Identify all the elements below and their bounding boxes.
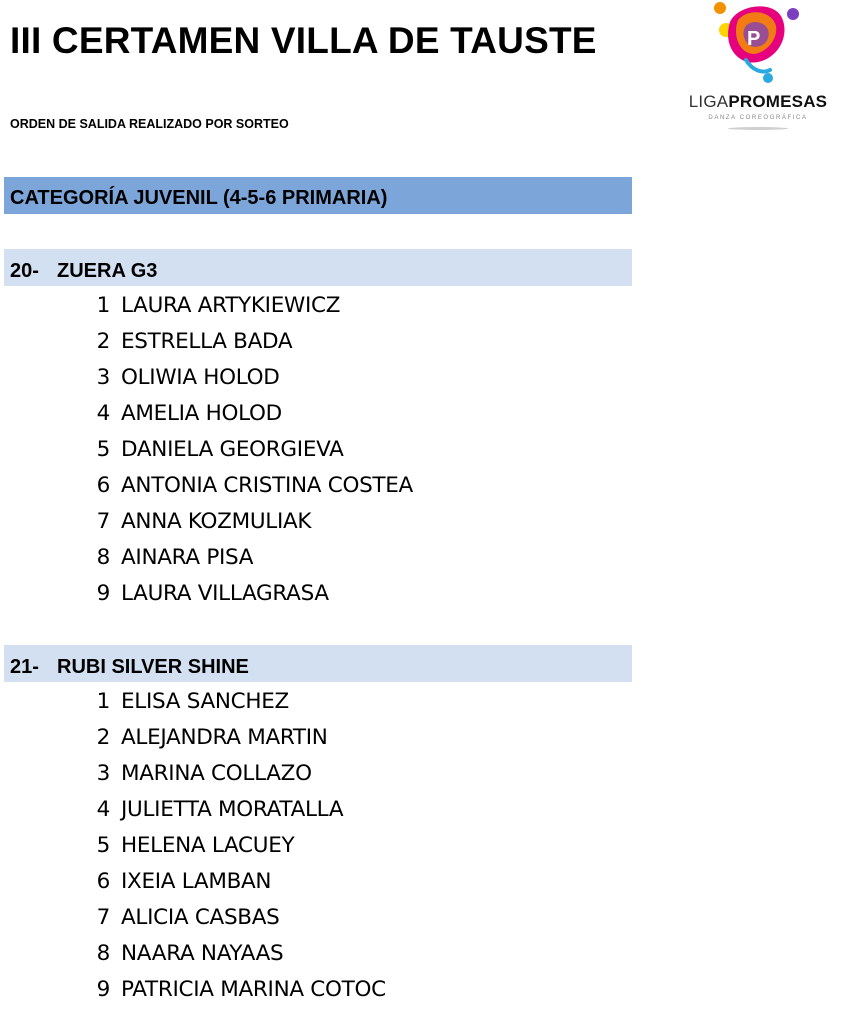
order-number: 7	[96, 905, 110, 930]
logo-text-bold: PROMESAS	[728, 92, 828, 111]
logo-underline	[728, 127, 788, 130]
participant-name: ALEJANDRA MARTIN	[121, 725, 328, 750]
order-number: 7	[96, 509, 110, 534]
liga-promesas-logo	[684, 0, 832, 135]
participant-name: ELISA SANCHEZ	[121, 689, 289, 714]
order-number: 1	[96, 293, 110, 318]
participant-name: HELENA LACUEY	[121, 833, 295, 858]
participant-name: ANNA KOZMULIAK	[121, 509, 312, 534]
participant-name: LAURA VILLAGRASA	[121, 581, 329, 606]
logo-wordmark	[684, 92, 832, 112]
order-number: 3	[96, 365, 110, 390]
participant-name: ESTRELLA BADA	[121, 329, 293, 354]
participant-name: NAARA NAYAAS	[121, 941, 284, 966]
order-number: 9	[96, 581, 110, 606]
participant-name: ANTONIA CRISTINA COSTEA	[121, 473, 413, 498]
participant-name: AINARA PISA	[121, 545, 254, 570]
participant-name: OLIWIA HOLOD	[121, 365, 280, 390]
order-number: 6	[96, 473, 110, 498]
order-number: 5	[96, 437, 110, 462]
participant-name: PATRICIA MARINA COTOC	[121, 977, 386, 1002]
participant-name: LAURA ARTYKIEWICZ	[121, 293, 341, 318]
category-header: CATEGORÍA JUVENIL (4-5-6 PRIMARIA)	[4, 177, 632, 214]
order-number: 2	[96, 329, 110, 354]
logo-letter: P	[747, 28, 761, 50]
logo-tagline: DANZA COREOGRÁFICA	[708, 115, 808, 121]
participant-name: MARINA COLLAZO	[121, 761, 312, 786]
group-header	[4, 645, 632, 682]
group-name: RUBI SILVER SHINE	[57, 656, 249, 678]
participant-name: IXEIA LAMBAN	[121, 869, 272, 894]
group-name: ZUERA G3	[57, 260, 158, 282]
order-number: 9	[96, 977, 110, 1002]
logo-emblem-icon	[708, 0, 808, 86]
order-number: 8	[96, 545, 110, 570]
participant-name: DANIELA GEORGIEVA	[121, 437, 344, 462]
order-number: 3	[96, 761, 110, 786]
order-number: 2	[96, 725, 110, 750]
logo-text-light: LIGA	[688, 92, 729, 111]
page-title: III CERTAMEN VILLA DE TAUSTE	[10, 20, 597, 61]
order-number: 6	[96, 869, 110, 894]
participant-name: JULIETTA MORATALLA	[121, 797, 344, 822]
order-number: 4	[96, 401, 110, 426]
group-number: 21-	[10, 656, 39, 678]
participant-name: AMELIA HOLOD	[121, 401, 282, 426]
order-number: 8	[96, 941, 110, 966]
draw-order-note: ORDEN DE SALIDA REALIZADO POR SORTEO	[10, 117, 289, 131]
group-header	[4, 249, 632, 286]
group-number: 20-	[10, 260, 39, 282]
participant-name: ALICIA CASBAS	[121, 905, 280, 930]
order-number: 1	[96, 689, 110, 714]
order-number: 5	[96, 833, 110, 858]
order-number: 4	[96, 797, 110, 822]
